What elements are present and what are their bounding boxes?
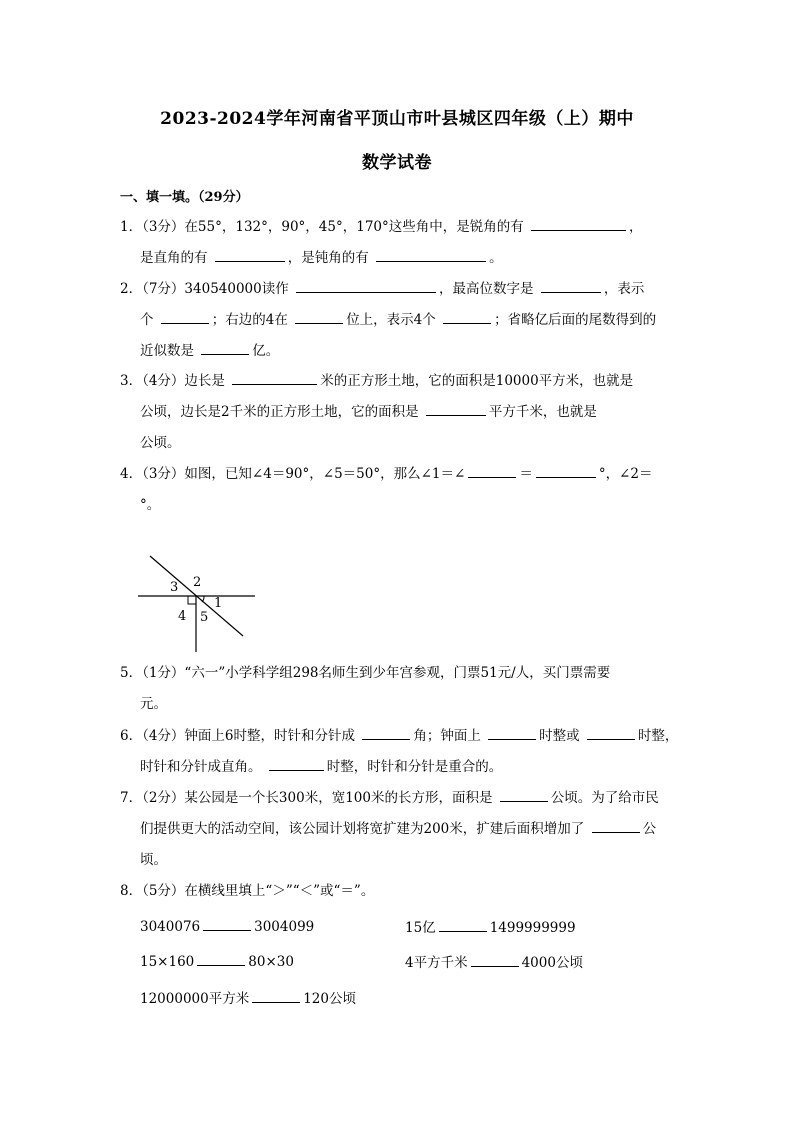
- section-heading: 一、填一填。（29分）: [120, 190, 249, 205]
- q1-text-b: ，: [629, 219, 643, 235]
- q8-intro: 8．（5分）在横线里填上“＞”“＜”或“＝”。: [120, 883, 375, 899]
- q2-text-a: 2．（7分）340540000读作: [120, 281, 289, 297]
- answer-blank[interactable]: [161, 309, 209, 324]
- q2-text-f: 位上，表示4个: [346, 312, 436, 328]
- compare-left: 15亿: [405, 920, 436, 936]
- q1-text-a: 1．（3分）在55°，132°，90°，45°，170°这些角中，是锐角的有: [120, 219, 524, 235]
- angle-label-1: 1: [214, 596, 223, 611]
- q2-text-g: ；省略亿后面的尾数得到的: [494, 312, 657, 328]
- answer-blank[interactable]: [426, 401, 486, 416]
- answer-blank[interactable]: [587, 725, 635, 740]
- q3-text-e: 公顷。: [140, 435, 181, 451]
- q4-text-d: °。: [140, 497, 161, 513]
- compare-left: 4平方千米: [405, 955, 468, 971]
- answer-blank[interactable]: [488, 725, 536, 740]
- angle-arc: [202, 596, 204, 602]
- compare-left: 12000000平方米: [140, 991, 250, 1007]
- q7-text-d: 公: [642, 821, 657, 837]
- angle-label-2: 2: [193, 575, 202, 590]
- compare-item-4: [405, 951, 583, 971]
- answer-blank[interactable]: [295, 309, 343, 324]
- q4-text-c: °，∠2＝: [598, 466, 653, 482]
- compare-item-3: [140, 951, 294, 970]
- answer-blank[interactable]: [592, 818, 640, 833]
- q1-text-c: 是直角的有: [140, 250, 208, 266]
- q1-text-d: ，是钝角的有: [287, 250, 369, 266]
- q2-text-b: ，最高位数字是: [439, 281, 534, 297]
- q2-text-h: 近似数是: [140, 343, 194, 359]
- q6-text-c: 时整或: [539, 728, 580, 744]
- q6-text-b: 角；钟面上: [413, 728, 481, 744]
- question-2: [120, 274, 680, 367]
- q7-text-c: 们提供更大的活动空间，该公园计划将宽扩建为200米，扩建后面积增加了: [140, 821, 585, 837]
- answer-blank[interactable]: [201, 340, 249, 355]
- q7-text-e: 顷。: [140, 852, 167, 868]
- angle-label-4: 4: [178, 609, 187, 624]
- angle-label-5: 5: [200, 610, 209, 625]
- compare-right: 3004099: [254, 919, 315, 935]
- q3-text-a: 3．（4分）边长是: [120, 373, 225, 389]
- answer-blank[interactable]: [500, 787, 548, 802]
- q4-text-a: 4．（3分）如图，已知∠4＝90°，∠5＝50°，那么∠1＝∠: [120, 466, 466, 482]
- answer-blank[interactable]: [468, 463, 516, 478]
- compare-right: 80×30: [248, 954, 294, 970]
- compare-item-2: [405, 916, 576, 936]
- q7-text-b: 公顷。为了给市民: [550, 790, 659, 806]
- compare-right: 4000公顷: [521, 955, 583, 971]
- answer-blank[interactable]: [362, 725, 410, 740]
- answer-blank[interactable]: [197, 951, 245, 966]
- q2-text-c: ，表示: [603, 281, 645, 297]
- question-7: [120, 783, 680, 876]
- answer-blank[interactable]: [376, 247, 486, 262]
- answer-blank[interactable]: [471, 952, 519, 967]
- answer-blank[interactable]: [439, 917, 487, 932]
- question-3: [120, 366, 680, 459]
- q6-text-e: 时针和分针成直角。: [140, 759, 262, 775]
- q2-text-d: 个: [140, 312, 154, 328]
- angle-figure: [130, 548, 260, 656]
- q6-text-d: 时整，: [637, 728, 679, 744]
- compare-left: 3040076: [140, 919, 201, 935]
- answer-blank[interactable]: [232, 370, 317, 385]
- question-8: [120, 876, 680, 907]
- answer-blank[interactable]: [536, 463, 596, 478]
- answer-blank[interactable]: [443, 309, 491, 324]
- answer-blank[interactable]: [531, 216, 626, 231]
- q2-text-i: 亿。: [252, 343, 280, 359]
- answer-blank[interactable]: [252, 988, 300, 1003]
- answer-blank[interactable]: [296, 278, 436, 293]
- compare-right: 1499999999: [489, 920, 576, 936]
- question-5: [120, 658, 680, 720]
- q2-text-e: ；右边的4在: [211, 312, 288, 328]
- paper-title-line1: 2023-2024学年河南省平顶山市叶县城区四年级（上）期中: [160, 109, 634, 129]
- compare-item-1: [140, 916, 314, 935]
- angle-label-3: 3: [170, 580, 179, 595]
- right-angle-mark: [188, 596, 196, 604]
- q5-text-a: 5．（1分）“六一”小学科学组298名师生到少年宫参观，门票51元/人，买门票需要: [120, 665, 611, 681]
- q3-text-d: 平方千米，也就是: [488, 404, 597, 420]
- compare-left: 15×160: [140, 954, 195, 970]
- q4-text-b: ＝: [519, 466, 533, 482]
- question-6: [120, 721, 680, 783]
- compare-item-5: [140, 987, 356, 1007]
- question-1: [120, 212, 680, 274]
- answer-blank[interactable]: [215, 247, 285, 262]
- q6-text-f: 时整，时针和分针是重合的。: [326, 759, 503, 775]
- answer-blank[interactable]: [269, 756, 324, 771]
- q3-text-b: 米的正方形土地，它的面积是10000平方米，也就是: [320, 373, 634, 389]
- paper-title-line2: 数学试卷: [362, 153, 432, 173]
- q1-text-e: 。: [489, 250, 503, 266]
- q6-text-a: 6．（4分）钟面上6时整，时针和分针成: [120, 728, 356, 744]
- q5-text-b: 元。: [140, 696, 167, 712]
- question-4: [120, 459, 680, 521]
- answer-blank[interactable]: [541, 278, 601, 293]
- q3-text-c: 公顷，边长是2千米的正方形土地，它的面积是: [140, 404, 419, 420]
- compare-right: 120公顷: [303, 991, 356, 1007]
- q7-text-a: 7．（2分）某公园是一个长300米，宽100米的长方形，面积是: [120, 790, 493, 806]
- answer-blank[interactable]: [203, 916, 251, 931]
